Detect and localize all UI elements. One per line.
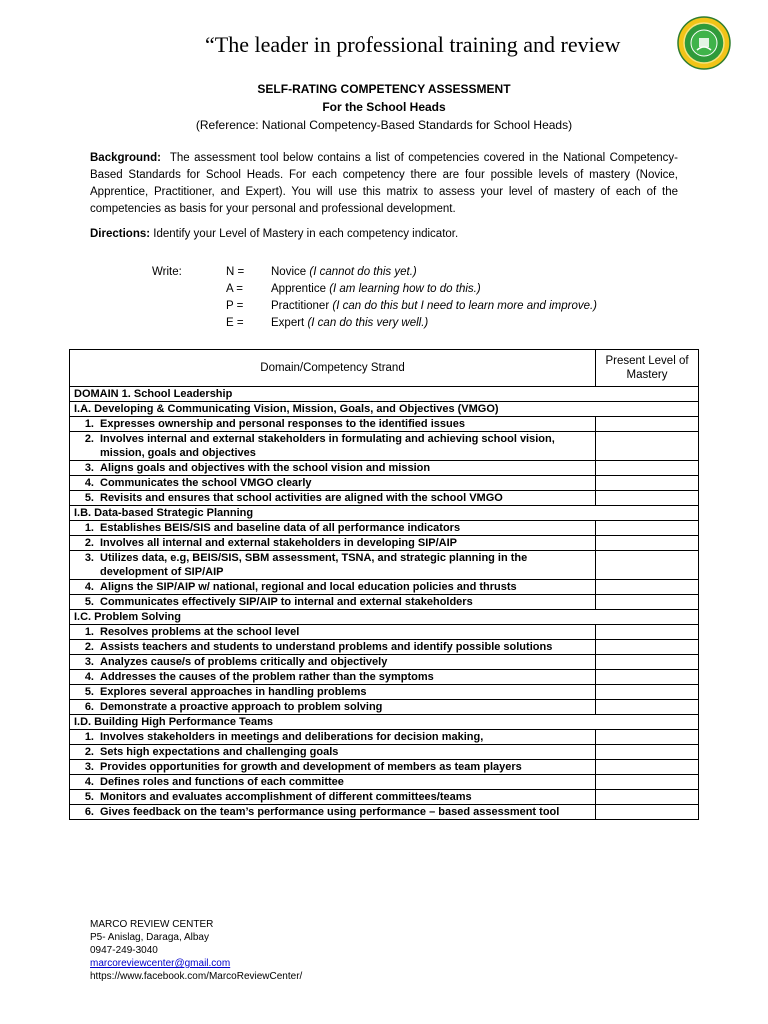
- competency-indicator: [70, 655, 596, 670]
- mastery-level-cell[interactable]: [596, 700, 699, 715]
- competency-indicator: [70, 625, 596, 640]
- competency-row: [70, 521, 699, 536]
- mastery-level-cell[interactable]: [596, 655, 699, 670]
- mastery-column-header: Present Level of Mastery: [596, 350, 699, 387]
- legend-note: (I cannot do this yet.): [309, 266, 417, 278]
- mastery-level-cell[interactable]: [596, 625, 699, 640]
- domain-column-header: Domain/Competency Strand: [70, 350, 596, 387]
- item-text: Gives feedback on the team’s performance using performance – based assessment tool: [100, 806, 560, 818]
- mastery-level-cell[interactable]: [596, 595, 699, 610]
- competency-indicator: [70, 790, 596, 805]
- item-number: 3.: [84, 462, 94, 474]
- competency-row: [70, 461, 699, 476]
- item-number: 2.: [84, 641, 94, 653]
- item-text: Sets high expectations and challenging goals: [100, 746, 339, 758]
- competency-matrix-table: [69, 349, 699, 820]
- background-label: Background:: [90, 152, 161, 164]
- legend-level: Practitioner: [271, 300, 330, 312]
- mastery-level-cell[interactable]: [596, 760, 699, 775]
- mastery-legend: [152, 264, 672, 332]
- competency-indicator: [70, 417, 596, 432]
- item-number: 4.: [84, 671, 94, 683]
- competency-row: [70, 580, 699, 595]
- item-text: Involves all internal and external stakeholders in developing SIP/AIP: [100, 537, 458, 549]
- item-number: 3.: [84, 552, 94, 564]
- legend-code: P =: [226, 300, 244, 312]
- document-subtitle: For the School Heads: [322, 100, 446, 114]
- item-text: Defines roles and functions of each committee: [100, 776, 344, 788]
- domain-row: [70, 387, 699, 402]
- competency-row: [70, 625, 699, 640]
- strand-row: [70, 715, 699, 730]
- item-number: 3.: [84, 656, 94, 668]
- legend-level: Apprentice: [271, 283, 326, 295]
- header-motto: “The leader in professional training and review: [205, 32, 621, 57]
- competency-indicator: [70, 432, 596, 461]
- document-reference: (Reference: National Competency-Based Standards for School Heads): [195, 118, 573, 132]
- directions-label: Directions:: [90, 228, 151, 240]
- strand-title: I.B. Data-based Strategic Planning: [70, 506, 699, 521]
- mastery-level-cell[interactable]: [596, 491, 699, 506]
- background-text: The assessment tool below contains a list of competencies covered in the National Competency-Based Standards for School Heads. For each competency there are four possible levels of mastery (Novice, Apprentice, Practitioner, and Expert). You will use this matrix to assess your level of mastery of each of the competencies as basis for your personal and professional development.: [90, 152, 679, 215]
- competency-row: [70, 491, 699, 506]
- competency-row: [70, 417, 699, 432]
- item-number: 2.: [84, 746, 94, 758]
- item-number: 2.: [84, 537, 94, 549]
- item-number: 1.: [84, 626, 94, 638]
- table-header-row: [70, 350, 699, 387]
- item-number: 5.: [84, 492, 94, 504]
- competency-row: [70, 730, 699, 745]
- mastery-level-cell[interactable]: [596, 685, 699, 700]
- mastery-level-cell[interactable]: [596, 790, 699, 805]
- item-text: Demonstrate a proactive approach to problem solving: [100, 701, 383, 713]
- item-text: Resolves problems at the school level: [100, 626, 300, 638]
- mastery-level-cell[interactable]: [596, 745, 699, 760]
- strand-row: [70, 506, 699, 521]
- competency-indicator: [70, 745, 596, 760]
- item-text: Provides opportunities for growth and development of members as team players: [100, 761, 522, 773]
- competency-row: [70, 655, 699, 670]
- item-text: Communicates effectively SIP/AIP to internal and external stakeholders: [100, 596, 473, 608]
- legend-level: Novice: [271, 266, 307, 278]
- competency-indicator: [70, 595, 596, 610]
- competency-indicator: [70, 700, 596, 715]
- competency-indicator: [70, 536, 596, 551]
- mastery-level-cell[interactable]: [596, 580, 699, 595]
- mastery-level-cell[interactable]: [596, 521, 699, 536]
- item-text: Expresses ownership and personal responses to the identified issues: [100, 418, 465, 430]
- item-text: Aligns the SIP/AIP w/ national, regional and local education policies and thrusts: [100, 581, 517, 593]
- legend-code: A =: [226, 283, 243, 295]
- item-number: 6.: [84, 806, 94, 818]
- strand-title: I.C. Problem Solving: [70, 610, 699, 625]
- item-number: 1.: [84, 731, 94, 743]
- item-number: 5.: [84, 791, 94, 803]
- item-number: 3.: [84, 761, 94, 773]
- competency-indicator: [70, 491, 596, 506]
- review-center-logo: [677, 16, 731, 70]
- competency-indicator: [70, 670, 596, 685]
- competency-indicator: [70, 760, 596, 775]
- footer-facebook-url[interactable]: https://www.facebook.com/MarcoReviewCenter/: [90, 971, 303, 982]
- mastery-level-cell[interactable]: [596, 805, 699, 820]
- item-text: Involves internal and external stakeholders in formulating and achieving school vision, mission, goals and objectives: [100, 433, 555, 459]
- competency-row: [70, 700, 699, 715]
- legend-code: E =: [226, 317, 244, 329]
- mastery-level-cell[interactable]: [596, 730, 699, 745]
- item-number: 2.: [84, 433, 94, 445]
- competency-indicator: [70, 476, 596, 491]
- item-text: Assists teachers and students to understand problems and identify possible solutions: [100, 641, 553, 653]
- competency-row: [70, 685, 699, 700]
- legend-write-label: Write:: [152, 266, 182, 278]
- item-text: Establishes BEIS/SIS and baseline data of all performance indicators: [100, 522, 461, 534]
- legend-note: (I can do this very well.): [307, 317, 429, 329]
- legend-row-expert: [152, 315, 672, 332]
- background-paragraph: [90, 150, 678, 218]
- item-text: Analyzes cause/s of problems critically and objectively: [100, 656, 388, 668]
- competency-row: [70, 805, 699, 820]
- directions-text: Identify your Level of Mastery in each competency indicator.: [153, 228, 459, 240]
- strand-title: I.D. Building High Performance Teams: [70, 715, 699, 730]
- document-title: SELF-RATING COMPETENCY ASSESSMENT: [257, 82, 511, 96]
- item-text: Revisits and ensures that school activities are aligned with the school VMGO: [100, 492, 503, 504]
- mastery-level-cell[interactable]: [596, 432, 699, 461]
- mastery-level-cell[interactable]: [596, 640, 699, 655]
- competency-row: [70, 745, 699, 760]
- legend-row-practitioner: [152, 298, 672, 315]
- item-text: Monitors and evaluates accomplishment of different committees/teams: [100, 791, 472, 803]
- legend-row-novice: [152, 264, 672, 281]
- competency-row: [70, 476, 699, 491]
- competency-row: [70, 551, 699, 580]
- strand-row: [70, 402, 699, 417]
- competency-row: [70, 670, 699, 685]
- competency-indicator: [70, 685, 596, 700]
- mastery-level-cell[interactable]: [596, 476, 699, 491]
- competency-indicator: [70, 521, 596, 536]
- footer-phone: 0947-249-3040: [90, 945, 158, 956]
- competency-indicator: [70, 775, 596, 790]
- mastery-level-cell[interactable]: [596, 417, 699, 432]
- item-number: 4.: [84, 776, 94, 788]
- competency-row: [70, 790, 699, 805]
- footer-email-link[interactable]: marcoreviewcenter@gmail.com: [90, 958, 231, 969]
- strand-row: [70, 610, 699, 625]
- legend-row-apprentice: [152, 281, 672, 298]
- competency-indicator: [70, 640, 596, 655]
- competency-indicator: [70, 580, 596, 595]
- competency-row: [70, 536, 699, 551]
- item-text: Involves stakeholders in meetings and deliberations for decision making,: [100, 731, 484, 743]
- mastery-level-cell[interactable]: [596, 551, 699, 580]
- item-text: Aligns goals and objectives with the school vision and mission: [100, 462, 431, 474]
- competency-indicator: [70, 805, 596, 820]
- mastery-level-cell[interactable]: [596, 670, 699, 685]
- item-number: 4.: [84, 477, 94, 489]
- item-number: 4.: [84, 581, 94, 593]
- footer-address: P5- Anislag, Daraga, Albay: [90, 932, 209, 943]
- footer-company-name: MARCO REVIEW CENTER: [90, 919, 214, 930]
- mastery-level-cell[interactable]: [596, 461, 699, 476]
- legend-note: (I am learning how to do this.): [329, 283, 481, 295]
- item-text: Explores several approaches in handling problems: [100, 686, 367, 698]
- mastery-level-cell[interactable]: [596, 536, 699, 551]
- legend-level: Expert: [271, 317, 305, 329]
- item-number: 6.: [84, 701, 94, 713]
- directions-paragraph: [90, 228, 458, 240]
- mastery-level-cell[interactable]: [596, 775, 699, 790]
- legend-code: N =: [226, 266, 245, 278]
- competency-row: [70, 760, 699, 775]
- competency-row: [70, 640, 699, 655]
- footer-contact: [90, 918, 302, 983]
- item-number: 5.: [84, 596, 94, 608]
- item-text: Communicates the school VMGO clearly: [100, 477, 312, 489]
- competency-indicator: [70, 461, 596, 476]
- item-text: Utilizes data, e.g, BEIS/SIS, SBM assessment, TSNA, and strategic planning in the development of SIP/AIP: [100, 552, 528, 578]
- item-text: Addresses the causes of the problem rather than the symptoms: [100, 671, 434, 683]
- item-number: 1.: [84, 418, 94, 430]
- competency-indicator: [70, 730, 596, 745]
- competency-row: [70, 595, 699, 610]
- legend-note: (I can do this but I need to learn more and improve.): [332, 300, 598, 312]
- strand-title: I.A. Developing & Communicating Vision, Mission, Goals, and Objectives (VMGO): [70, 402, 699, 417]
- competency-indicator: [70, 551, 596, 580]
- domain-title: DOMAIN 1. School Leadership: [70, 387, 699, 402]
- competency-row: [70, 432, 699, 461]
- competency-row: [70, 775, 699, 790]
- item-number: 5.: [84, 686, 94, 698]
- item-number: 1.: [84, 522, 94, 534]
